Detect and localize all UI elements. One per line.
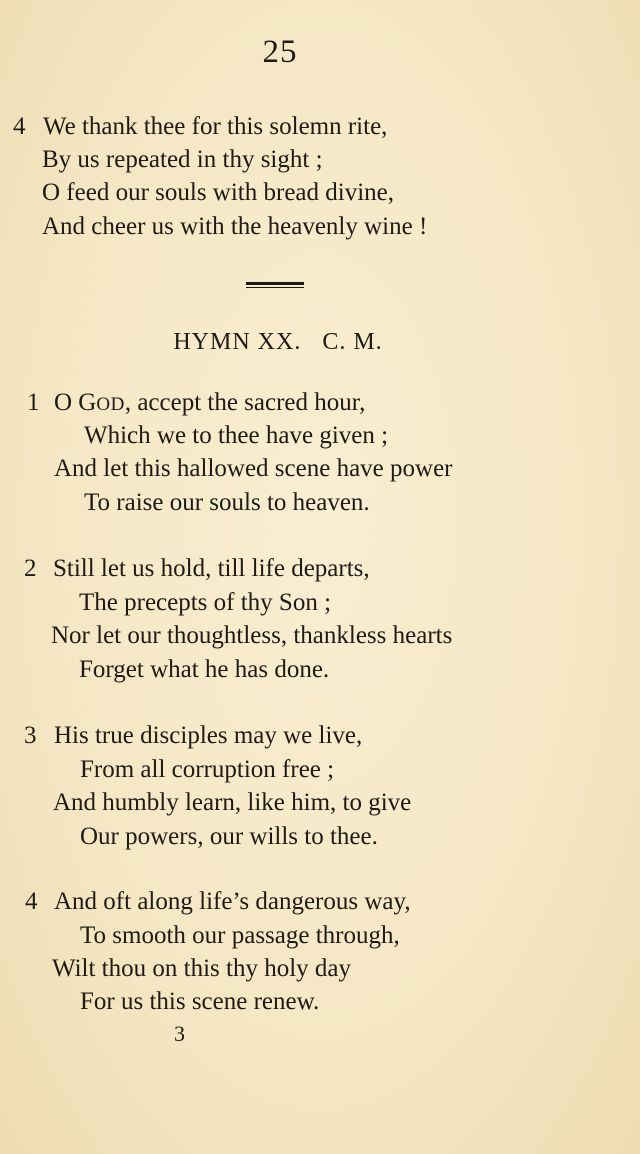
verse-line: Our powers, our wills to thee.: [80, 823, 378, 850]
hymn-title: [0, 329, 556, 356]
hymn-meter: C. M.: [322, 329, 383, 355]
verse-line: O feed our souls with bread divine,: [42, 179, 395, 206]
verse-line: The precepts of thy Son ;: [79, 589, 332, 616]
verse-line: From all corruption free ;: [80, 756, 335, 783]
verse-line: To raise our souls to heaven.: [84, 489, 370, 516]
verse-line: And humbly learn, like him, to give: [53, 789, 412, 816]
stanza-number: 4: [13, 113, 26, 140]
verse-line: By us repeated in thy sight ;: [42, 146, 323, 173]
verse-line: And let this hallowed scene have power: [54, 455, 453, 482]
page-number: 25: [262, 34, 298, 70]
verse-line: O GOD, accept the sacred hour,: [54, 389, 366, 416]
stanza-number: 1: [27, 389, 40, 416]
stanza-number: 4: [25, 888, 38, 915]
verse-line: Still let us hold, till life departs,: [53, 555, 370, 582]
stanza-number: 3: [24, 722, 37, 749]
verse-line: Forget what he has done.: [79, 656, 330, 683]
stanza-number: 2: [24, 555, 37, 582]
verse-line: And cheer us with the heavenly wine !: [42, 213, 428, 240]
verse-line: We thank thee for this solemn rite,: [43, 113, 388, 140]
verse-line: Nor let our thoughtless, thankless hearts: [51, 622, 453, 649]
verse-line: Which we to thee have given ;: [84, 422, 389, 449]
verse-line: His true disciples may we live,: [54, 722, 363, 749]
verse-line: To smooth our passage through,: [80, 922, 400, 949]
verse-line: Wilt thou on this thy holy day: [52, 955, 351, 982]
verse-line: And oft along life’s dangerous way,: [54, 888, 411, 915]
section-divider: [246, 282, 304, 290]
signature-mark: 3: [174, 1021, 185, 1046]
hymn-number: HYMN XX.: [173, 329, 302, 355]
verse-line: For us this scene renew.: [80, 988, 320, 1015]
